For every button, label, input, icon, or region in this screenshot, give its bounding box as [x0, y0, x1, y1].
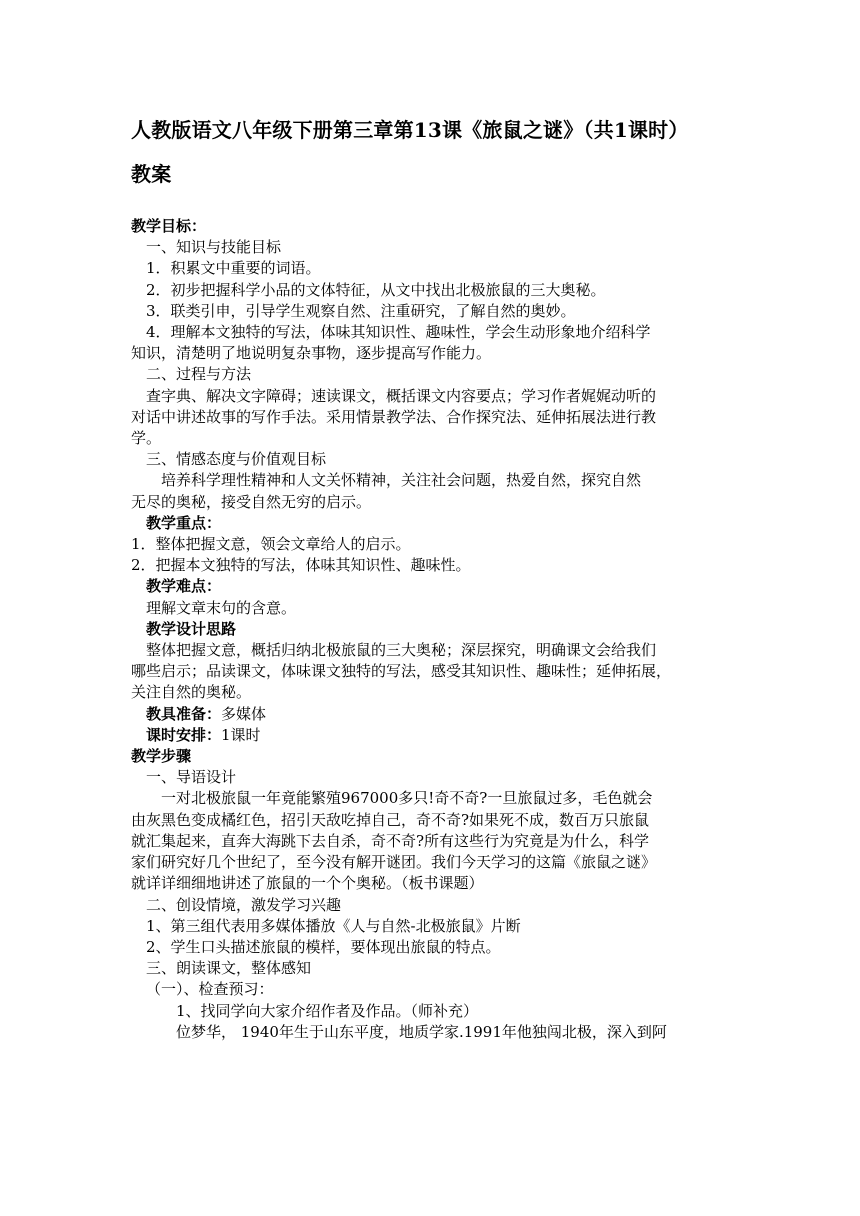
text-line: 位梦华， 1940年生于山东平度，地质学家.1991年他独闯北极，深入到阿: [176, 1022, 667, 1041]
class-hours-value: 1课时: [221, 725, 261, 744]
section-heading-design-idea: 教学设计思路: [146, 619, 237, 638]
text-line: 查字典、解决文字障碍；速读课文，概括课文内容要点；学习作者娓娓动听的: [146, 386, 657, 405]
class-hours-label: 课时安排：: [146, 725, 222, 744]
section-heading-difficulties: 教学难点：: [146, 577, 222, 596]
document-body: [131, 216, 731, 1043]
text-line: 2．初步把握科学小品的文体特征，从文中找出北极旅鼠的三大奥秘。: [146, 280, 606, 299]
text-line: 1、找同学向大家介绍作者及作品。（师补充）: [176, 1001, 479, 1020]
text-line: 无尽的奥秘，接受自然无穷的启示。: [131, 492, 372, 511]
section-heading-key-points: 教学重点：: [146, 513, 222, 532]
text-line: 一对北极旅鼠一年竟能繁殖967000多只!奇不奇?一旦旅鼠过多，毛色就会: [161, 789, 653, 808]
text-line: 就汇集起来，直奔大海跳下去自杀，奇不奇?所有这些行为究竟是为什么，科学: [131, 831, 650, 850]
text-line: 就详详细细地讲述了旅鼠的一个个奥秘。（板书课题）: [131, 874, 484, 893]
text-line: 1．积累文中重要的词语。: [146, 259, 321, 278]
text-line: 1．整体把握文意，领会文章给人的启示。: [131, 535, 411, 554]
document-title-line-2: 教案: [131, 162, 172, 186]
subheading-process-method: 二、过程与方法: [146, 365, 252, 384]
subheading-introduction: 一、导语设计: [146, 768, 237, 787]
section-heading-objectives: 教学目标：: [131, 217, 207, 235]
text-line: 整体把握文意，概括归纳北极旅鼠的三大奥秘；深层探究，明确课文会给我们: [146, 641, 657, 660]
subheading-reading: 三、朗读课文，整体感知: [146, 959, 312, 978]
teaching-aids-label: 教具准备：: [146, 704, 222, 723]
section-heading-steps: 教学步骤: [131, 747, 192, 766]
text-line: 知识，清楚明了地说明复杂事物，逐步提高写作能力。: [131, 344, 492, 363]
document-title-line-1: 人教版语文八年级下册第三章第13课《旅鼠之谜》（共1课时）: [131, 118, 689, 142]
text-line: 对话中讲述故事的写作手法。采用情景教学法、合作探究法、延伸拓展法进行教: [131, 407, 657, 426]
text-line: 学。: [131, 429, 162, 448]
text-line: 理解文章末句的含意。: [146, 598, 297, 617]
text-line: 哪些启示；品读课文，体味课文独特的写法，感受其知识性、趣味性；延伸拓展，: [131, 662, 672, 681]
subheading-scenario: 二、创设情境，激发学习兴趣: [146, 895, 342, 914]
text-line: 由灰黑色变成橘红色，招引天敌吃掉自己，奇不奇?如果死不成，数百万只旅鼠: [131, 810, 650, 829]
text-line: 关注自然的奥秘。: [131, 683, 252, 702]
text-line: 2、学生口头描述旅鼠的模样，要体现出旅鼠的特点。: [146, 937, 501, 956]
subheading-emotion-values: 三、情感态度与价值观目标: [146, 450, 327, 469]
text-line: （一）、检查预习：: [146, 980, 274, 999]
text-line: 2．把握本文独特的写法，体味其知识性、趣味性。: [131, 556, 471, 575]
teaching-aids-value: 多媒体: [221, 704, 267, 723]
text-line: 培养科学理性精神和人文关怀精神，关注社会问题，热爱自然，探究自然: [161, 471, 642, 490]
text-line: 4．理解本文独特的写法，体味其知识性、趣味性，学会生动形象地介绍科学: [146, 323, 651, 342]
class-hours-line: [131, 725, 731, 746]
teaching-aids-line: [131, 704, 731, 725]
subheading-knowledge-skills: 一、知识与技能目标: [146, 238, 282, 257]
text-line: 3．联类引申，引导学生观察自然、注重研究，了解自然的奥妙。: [146, 301, 576, 320]
text-line: 家们研究好几个世纪了，至今没有解开谜团。我们今天学习的这篇《旅鼠之谜》: [131, 853, 657, 872]
text-line: 1、第三组代表用多媒体播放《人与自然-北极旅鼠》片断: [146, 916, 521, 935]
